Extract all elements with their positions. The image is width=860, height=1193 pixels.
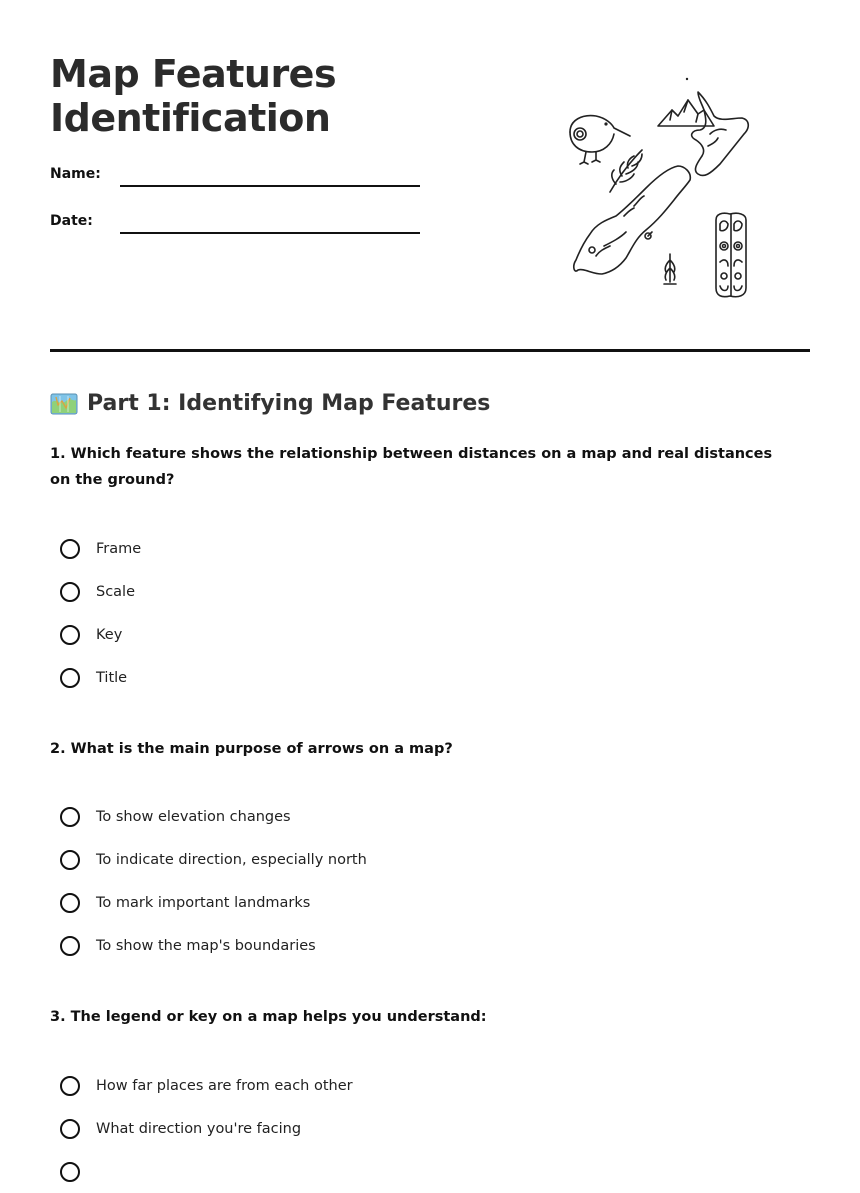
question-3-option-1[interactable] bbox=[60, 1064, 353, 1107]
option-label: To show elevation changes bbox=[96, 808, 291, 825]
question-1-option-1[interactable] bbox=[60, 527, 141, 570]
radio-button[interactable] bbox=[60, 1162, 80, 1182]
option-label: To indicate direction, especially north bbox=[96, 851, 367, 868]
question-1-option-3[interactable] bbox=[60, 613, 141, 656]
question-2-text: 2. What is the main purpose of arrows on a map? bbox=[50, 741, 453, 757]
radio-button[interactable] bbox=[60, 1119, 80, 1139]
question-3-option-3[interactable] bbox=[60, 1150, 353, 1193]
question-2-option-2[interactable] bbox=[60, 838, 367, 881]
question-1-option-4[interactable] bbox=[60, 656, 141, 699]
radio-button[interactable] bbox=[60, 850, 80, 870]
map-icon bbox=[50, 392, 78, 416]
question-2-option-4[interactable] bbox=[60, 924, 367, 967]
radio-button[interactable] bbox=[60, 625, 80, 645]
new-zealand-map-illustration bbox=[560, 70, 760, 310]
header-divider bbox=[50, 349, 810, 352]
question-3-text: 3. The legend or key on a map helps you understand: bbox=[50, 1009, 487, 1025]
option-label: Frame bbox=[96, 540, 142, 557]
option-label: To mark important landmarks bbox=[96, 894, 311, 911]
option-label: Title bbox=[96, 669, 128, 686]
page-title-line-1: Map Features bbox=[50, 52, 337, 96]
option-label: To show the map's boundaries bbox=[96, 937, 316, 954]
radio-button[interactable] bbox=[60, 539, 80, 559]
page-title bbox=[50, 52, 336, 140]
option-label: Scale bbox=[96, 583, 136, 600]
part1-heading bbox=[50, 390, 490, 418]
date-field[interactable] bbox=[50, 211, 420, 235]
question-1-options bbox=[60, 527, 141, 699]
option-label: What direction you're facing bbox=[96, 1120, 302, 1137]
name-field[interactable] bbox=[50, 164, 420, 188]
radio-button[interactable] bbox=[60, 807, 80, 827]
page-title-line-2: Identification bbox=[50, 96, 331, 140]
radio-button[interactable] bbox=[60, 582, 80, 602]
question-2-options bbox=[60, 795, 367, 967]
question-1-text: 1. Which feature shows the relationship between distances on a map and real distances on the ground? bbox=[50, 446, 773, 488]
radio-button[interactable] bbox=[60, 893, 80, 913]
part1-heading-text: Part 1: Identifying Map Features bbox=[87, 391, 491, 416]
option-label: Key bbox=[96, 626, 123, 643]
name-label: Name: bbox=[50, 166, 101, 182]
date-input-line[interactable] bbox=[120, 232, 420, 234]
question-2-option-3[interactable] bbox=[60, 881, 367, 924]
date-label: Date: bbox=[50, 213, 93, 229]
radio-button[interactable] bbox=[60, 936, 80, 956]
question-2-option-1[interactable] bbox=[60, 795, 367, 838]
question-3-options bbox=[60, 1064, 353, 1193]
question-3-option-2[interactable] bbox=[60, 1107, 353, 1150]
radio-button[interactable] bbox=[60, 668, 80, 688]
name-input-line[interactable] bbox=[120, 185, 420, 187]
question-1-option-2[interactable] bbox=[60, 570, 141, 613]
option-label: How far places are from each other bbox=[96, 1077, 353, 1094]
radio-button[interactable] bbox=[60, 1076, 80, 1096]
